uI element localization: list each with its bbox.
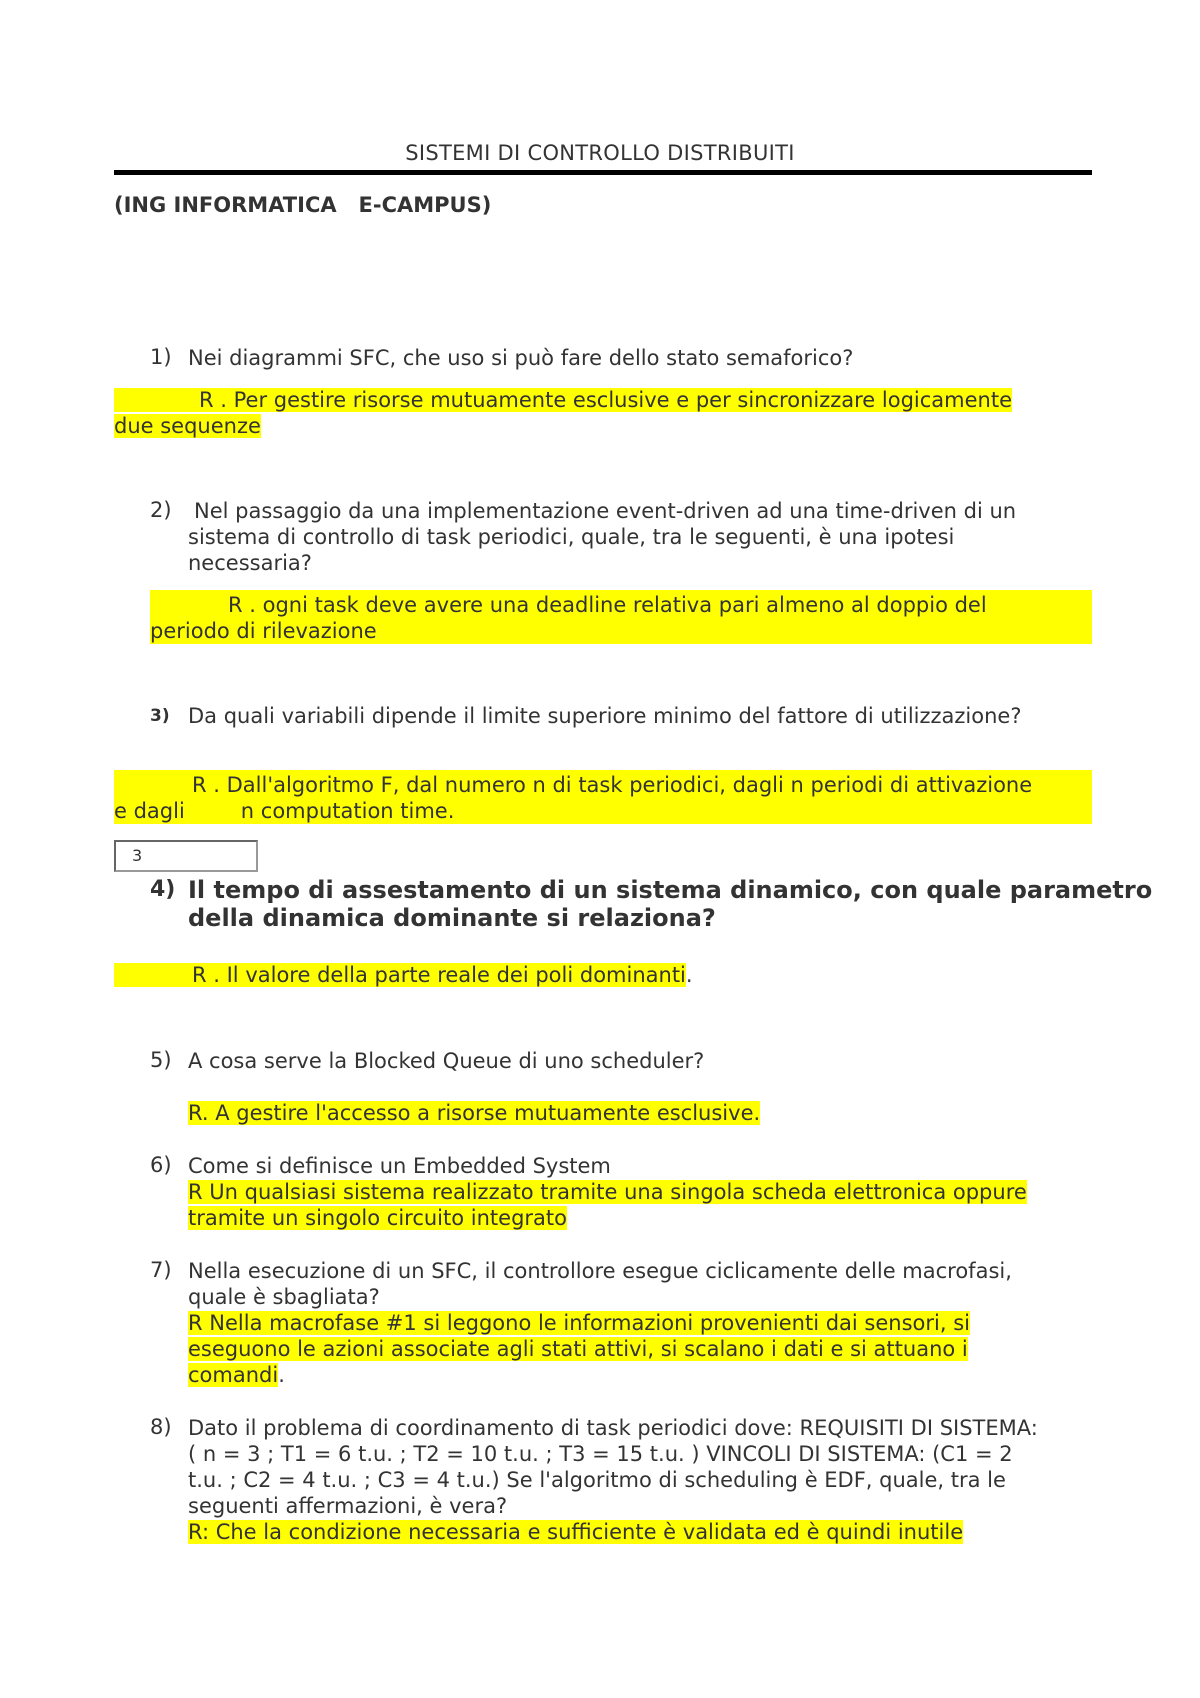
question-line: quale è sbagliata? bbox=[188, 1285, 380, 1309]
question-number: 7) bbox=[150, 1258, 172, 1282]
answer-line: R . Per gestire risorse mutuamente esclusive e per sincronizzare logicamente bbox=[114, 388, 1012, 412]
answer-1 bbox=[114, 387, 1074, 439]
question-line: Nel passaggio da una implementazione event-driven ad una time-driven di un bbox=[194, 499, 1017, 523]
question-line: Nella esecuzione di un SFC, il controllore esegue ciclicamente delle macrofasi, bbox=[188, 1259, 1012, 1283]
answer-line: R . Il valore della parte reale dei poli dominanti bbox=[114, 963, 686, 987]
question-text: Nei diagrammi SFC, che uso si può fare dello stato semaforico? bbox=[188, 346, 854, 370]
question-number: 2) bbox=[150, 498, 172, 522]
answer-8 bbox=[188, 1519, 963, 1545]
question-text: A cosa serve la Blocked Queue di uno scheduler? bbox=[188, 1049, 705, 1073]
answer-line: comandi bbox=[188, 1363, 279, 1387]
answer-line: tramite un singolo circuito integrato bbox=[188, 1206, 567, 1230]
answer-line: R Un qualsiasi sistema realizzato tramite una singola scheda elettronica oppure bbox=[188, 1180, 1027, 1204]
question-line: Il tempo di assestamento di un sistema dinamico, con quale parametro bbox=[188, 876, 1153, 904]
question-text bbox=[188, 498, 1016, 576]
question-line: ( n = 3 ; T1 = 6 t.u. ; T2 = 10 t.u. ; T3 = 15 t.u. ) VINCOLI DI SISTEMA: (C1 = 2 bbox=[188, 1442, 1013, 1466]
answer-line: R: Che la condizione necessaria e sufficiente è validata ed è quindi inutile bbox=[188, 1520, 964, 1544]
answer-trailing: . bbox=[278, 1363, 285, 1387]
question-text bbox=[188, 1258, 1012, 1310]
question-line: t.u. ; C2 = 4 t.u. ; C3 = 4 t.u.) Se l'algoritmo di scheduling è EDF, quale, tra le bbox=[188, 1468, 1006, 1492]
answer-7 bbox=[188, 1310, 970, 1388]
question-number: 8) bbox=[150, 1415, 172, 1439]
question-number: 5) bbox=[150, 1048, 172, 1072]
page-subtitle: (ING INFORMATICA E-CAMPUS) bbox=[114, 193, 492, 217]
answer-line: e dagli bbox=[114, 799, 185, 823]
question-text bbox=[188, 1415, 1038, 1519]
score-input[interactable]: 3 bbox=[114, 840, 258, 872]
title-rule bbox=[114, 170, 1092, 175]
answer-line: R . ogni task deve avere una deadline relativa pari almeno al doppio del bbox=[228, 593, 987, 617]
answer-2 bbox=[150, 590, 1092, 644]
answer-trailing: . bbox=[685, 963, 693, 987]
answer-line: eseguono le azioni associate agli stati attivi, si scalano i dati e si attuano i bbox=[188, 1337, 968, 1361]
answer-line: due sequenze bbox=[114, 414, 261, 438]
answer-line: n computation time. bbox=[240, 799, 455, 823]
question-line: della dinamica dominante si relaziona? bbox=[188, 904, 716, 932]
answer-5 bbox=[188, 1100, 760, 1126]
question-number: 3) bbox=[150, 706, 170, 726]
question-number: 1) bbox=[150, 345, 172, 369]
answer-3 bbox=[114, 770, 1092, 824]
answer-line: R. A gestire l'accesso a risorse mutuamente esclusive. bbox=[188, 1101, 761, 1125]
question-line: seguenti affermazioni, è vera? bbox=[188, 1494, 508, 1518]
question-text: Come si definisce un Embedded System bbox=[188, 1154, 611, 1178]
answer-line: R Nella macrofase #1 si leggono le informazioni provenienti dai sensori, si bbox=[188, 1311, 970, 1335]
question-text: Da quali variabili dipende il limite superiore minimo del fattore di utilizzazione? bbox=[188, 704, 1022, 728]
question-number: 6) bbox=[150, 1153, 172, 1177]
question-line: sistema di controllo di task periodici, quale, tra le seguenti, è una ipotesi bbox=[188, 525, 955, 549]
answer-4 bbox=[114, 962, 693, 988]
question-line: necessaria? bbox=[188, 551, 312, 575]
question-line: Dato il problema di coordinamento di task periodici dove: REQUISITI DI SISTEMA: bbox=[188, 1416, 1038, 1440]
question-text bbox=[188, 876, 1152, 932]
answer-line: periodo di rilevazione bbox=[150, 619, 377, 643]
question-number: 4) bbox=[150, 877, 176, 902]
answer-line: R . Dall'algoritmo F, dal numero n di task periodici, dagli n periodi di attivazione bbox=[192, 773, 1033, 797]
page-title: SISTEMI DI CONTROLLO DISTRIBUITI bbox=[405, 141, 795, 165]
answer-6 bbox=[188, 1179, 1027, 1231]
